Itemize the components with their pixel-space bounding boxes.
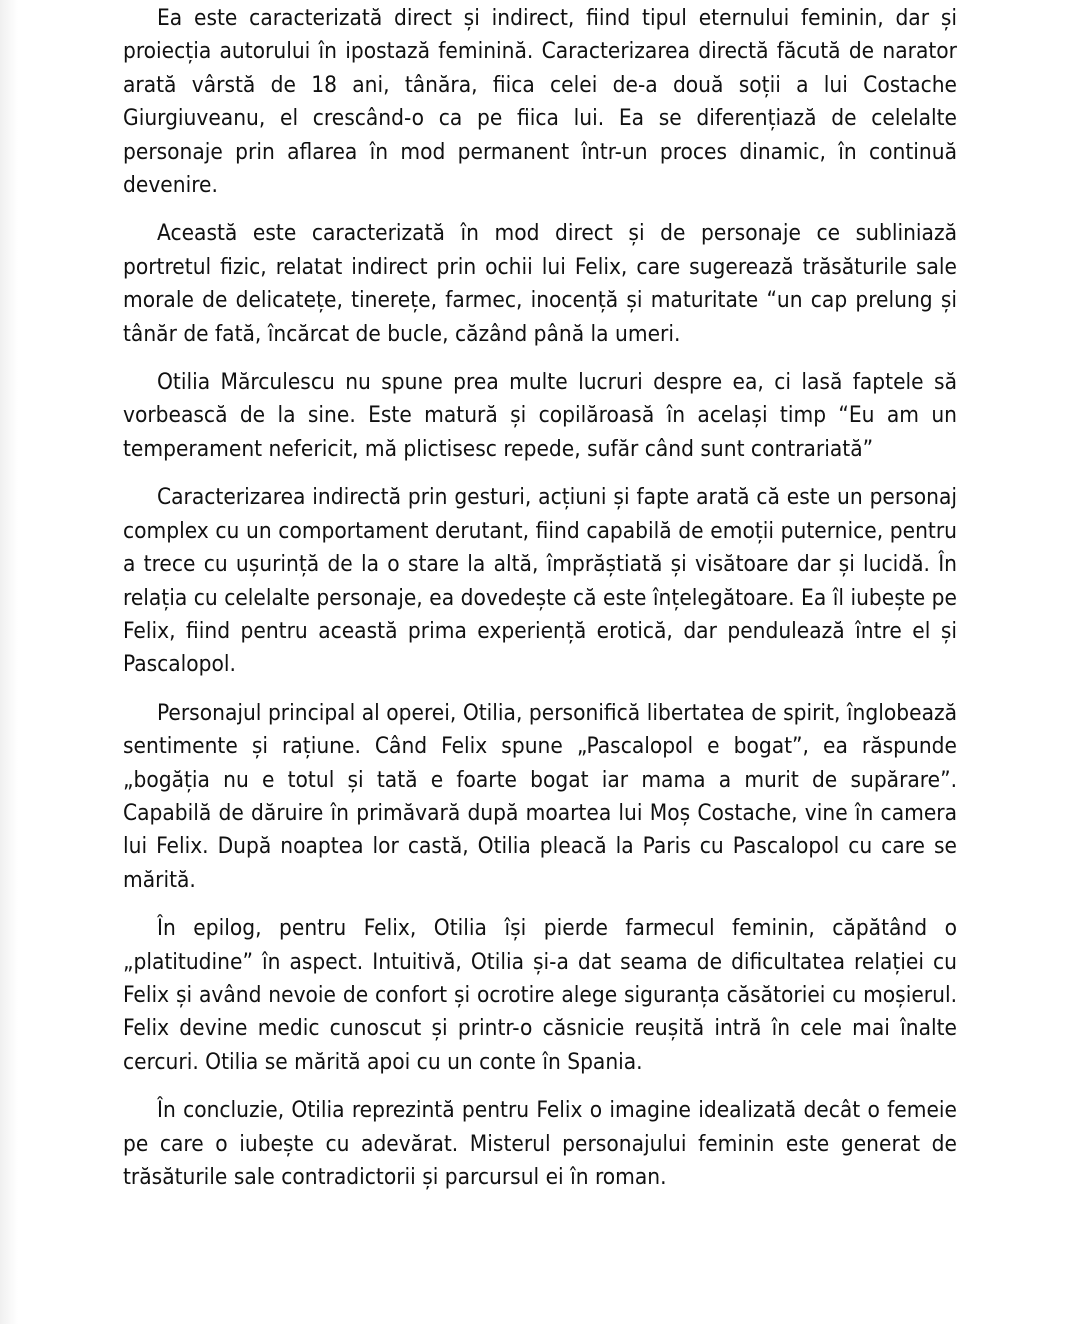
page-edge-shadow: [0, 0, 18, 1324]
paragraph-7: În concluzie, Otilia reprezintă pentru Felix o imagine idealizată decât o femeie pe care o iubește cu adevărat. Misterul personajului feminin este generat de trăsăturile sale contradictorii și parcursul ei în roman.: [123, 1097, 957, 1190]
paragraph-3: Otilia Mărculescu nu spune prea multe lucruri despre ea, ci lasă faptele să vorbească de la sine. Este matură și copilăroasă în același timp “Eu am un temperament nefericit, mă plictisesc repede, sufăr când sunt contrariată”: [123, 369, 957, 462]
paragraph-4: Caracterizarea indirectă prin gesturi, acțiuni și fapte arată că este un personaj complex cu un comportament derutant, fiind capabilă de emoții puternice, pentru a trece cu ușurință de la o stare la altă, împrăștiată și visătoare dar și lucidă. În relația cu celelalte personaje, ea dovedește că este înțelegătoare. Ea îl iubește pe Felix, fiind pentru această prima experiență erotică, dar pendulează între el și Pascalopol.: [123, 484, 957, 678]
paragraph-1: Ea este caracterizată direct și indirect, fiind tipul eternului feminin, dar și proiecția autorului în ipostază feminină. Caracterizarea directă făcută de narator arată vârstă de 18 ani, tânăra, fiica celei de-a două soții a lui Costache Giurgiuveanu, el crescând-o ca pe fiica lui. Ea se diferențiază de celelalte personaje prin aflarea în mod permanent într-un proces dinamic, în continuă devenire.: [123, 5, 957, 199]
paragraph-5: Personajul principal al operei, Otilia, personifică libertatea de spirit, înglobează sentimente și rațiune. Când Felix spune „Pascalopol e bogat”, ea răspunde „bogăția nu e totul și tată e foarte bogat iar mama a murit de supărare”. Capabilă de dăruire în primăvară după moartea lui Moș Costache, vine în camera lui Felix. După noaptea lor castă, Otilia pleacă la Paris cu Pascalopol cu care se mărită.: [123, 699, 957, 893]
paragraph-6: În epilog, pentru Felix, Otilia își pierde farmecul feminin, căpătând o „platitudine” în aspect. Intuitivă, Otilia și-a dat seama de dificultatea relației cu Felix și având nevoie de confort și ocrotire alege siguranța căsătoriei cu moșierul. Felix devine medic cunoscut și printr-o căsnicie reușită intră în cele mai înalte cercuri. Otilia se mărită apoi cu un conte în Spania.: [123, 915, 957, 1075]
document-body: [123, 2, 957, 1194]
paragraph-2: Această este caracterizată în mod direct și de personaje ce subliniază portretul fizic, relatat indirect prin ochii lui Felix, care sugerează trăsăturile sale morale de delicatețe, tinerețe, farmec, inocență și maturitate “un cap prelung și tânăr de fată, încărcat de bucle, căzând până la umeri.: [123, 220, 957, 347]
